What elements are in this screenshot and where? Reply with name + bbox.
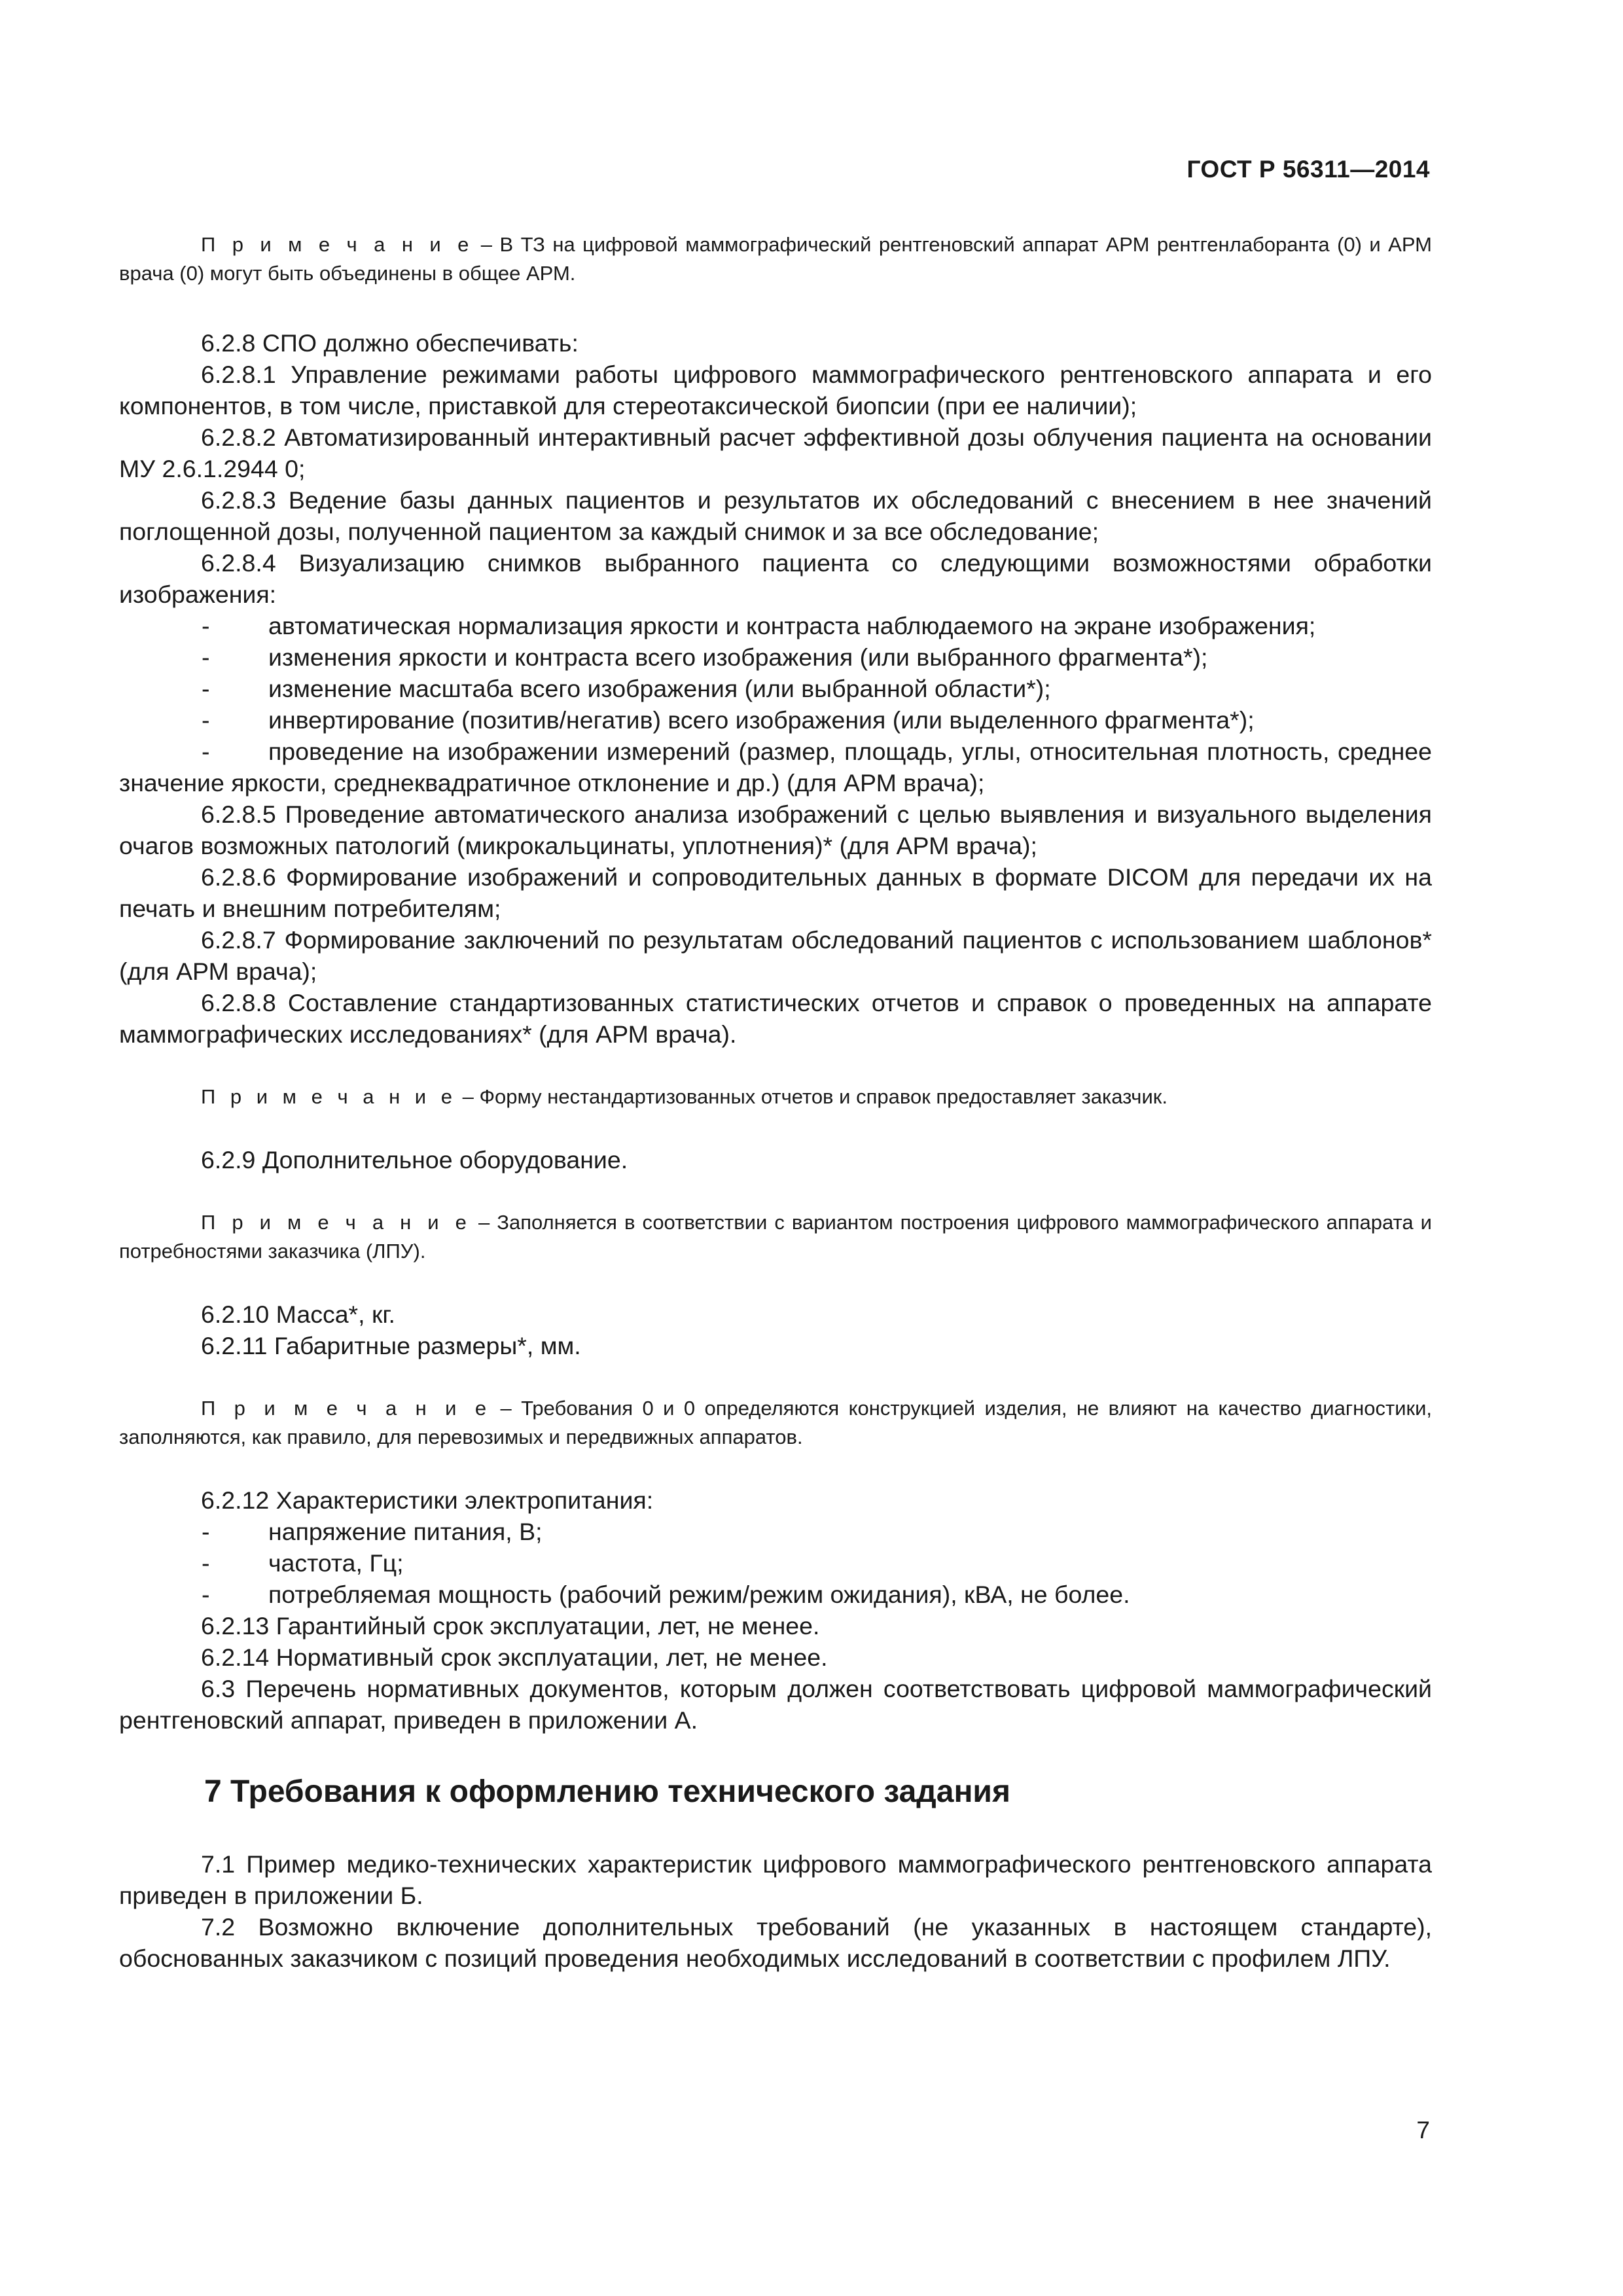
para-7-2: 7.2 Возможно включение дополнительных требований (не указанных в настоящем стандарте), обоснованных заказчиком с позиций проведения необходимых исследований в соответствии с профилем ЛПУ. [119, 1913, 1432, 1972]
para-6-3: 6.3 Перечень нормативных документов, которым должен соответствовать цифровой маммографический рентгеновский аппарат, приведен в приложении А. [119, 1675, 1432, 1734]
para-6-2-14: 6.2.14 Нормативный срок эксплуатации, лет, не менее. [201, 1643, 828, 1671]
para-6-2-8-1: 6.2.8.1 Управление режимами работы цифрового маммографического рентгеновского аппарата и его компонентов, в том числе, приставкой для стереотаксической биопсии (при ее наличии); [119, 361, 1432, 420]
list-item: - проведение на изображении измерений (размер, площадь, углы, относительная плотность, среднее значение яркости, среднеквадратичное отклонение и др.) (для АРМ врача); [119, 736, 1432, 798]
dash-bullet: - [202, 738, 210, 765]
dash-bullet: - [202, 1549, 210, 1577]
note-label: П р и м е ч а н и е [201, 233, 474, 256]
note-label: П р и м е ч а н и е [201, 1085, 457, 1108]
para-6-2-12: 6.2.12 Характеристики электропитания: [201, 1486, 654, 1514]
note-text: – Требования 0 и 0 определяются конструкцией изделия, не влияют на качество диагностики, заполняются, как правило, для перевозимых и передвижных аппаратов. [119, 1397, 1432, 1448]
para-6-2-13: 6.2.13 Гарантийный срок эксплуатации, лет, не менее. [201, 1612, 820, 1640]
para-6-2-8-3: 6.2.8.3 Ведение базы данных пациентов и результатов их обследований с внесением в нее значений поглощенной дозы, полученной пациентом за каждый снимок и за все обследование; [119, 486, 1432, 545]
dash-bullet: - [202, 1581, 210, 1608]
page-content [119, 230, 1432, 1974]
list-item: - напряжение питания, В; [119, 1516, 1432, 1547]
para-6-2-11: 6.2.11 Габаритные размеры*, мм. [201, 1332, 581, 1359]
para-6-2-8-8: 6.2.8.8 Составление стандартизованных статистических отчетов и справок о проведенных на аппарате маммографических исследованиях* (для АРМ врача). [119, 989, 1432, 1048]
dash-bullet: - [202, 706, 210, 734]
list-item: - автоматическая нормализация яркости и контраста наблюдаемого на экране изображения; [119, 610, 1432, 641]
dash-bullet: - [202, 612, 210, 639]
para-7-1: 7.1 Пример медико-технических характеристик цифрового маммографического рентгеновского аппарата приведен в приложении Б. [119, 1850, 1432, 1909]
note-text: – Заполняется в соответствии с вариантом построения цифрового маммографического аппарата и потребностями заказчика (ЛПУ). [119, 1211, 1432, 1263]
note-label: П р и м е ч а н и е [201, 1211, 471, 1234]
dash-bullet: - [202, 643, 210, 671]
section-7-heading: 7 Требования к оформлению технического задания [204, 1774, 1010, 1809]
list-item: - изменения яркости и контраста всего изображения (или выбранного фрагмента*); [119, 641, 1432, 673]
para-6-2-8-2: 6.2.8.2 Автоматизированный интерактивный расчет эффективной дозы облучения пациента на основании МУ 2.6.1.2944 0; [119, 423, 1432, 482]
note-text: – Форму нестандартизованных отчетов и справок предоставляет заказчик. [456, 1085, 1168, 1108]
para-6-2-8-7: 6.2.8.7 Формирование заключений по результатам обследований пациентов с использованием шаблонов* (для АРМ врача); [119, 926, 1432, 985]
para-6-2-8-4: 6.2.8.4 Визуализацию снимков выбранного пациента со следующими возможностями обработки изображения: [119, 549, 1432, 608]
para-6-2-9: 6.2.9 Дополнительное оборудование. [201, 1146, 628, 1174]
note-3 [119, 1208, 1432, 1266]
para-6-2-10: 6.2.10 Масса*, кг. [201, 1300, 395, 1328]
para-6-2-8: 6.2.8 СПО должно обеспечивать: [201, 329, 579, 357]
document-id: ГОСТ Р 56311—2014 [1186, 156, 1430, 183]
list-item: - инвертирование (позитив/негатив) всего изображения (или выделенного фрагмента*); [119, 704, 1432, 736]
dash-bullet: - [202, 1518, 210, 1545]
list-item: - изменение масштаба всего изображения (или выбранной области*); [119, 673, 1432, 704]
note-2 [119, 1083, 1432, 1111]
list-item: - потребляемая мощность (рабочий режим/режим ожидания), кВА, не более. [119, 1579, 1432, 1610]
para-6-2-8-6: 6.2.8.6 Формирование изображений и сопроводительных данных в формате DICOM для передачи их на печать и внешним потребителям; [119, 863, 1432, 922]
note-text: – В ТЗ на цифровой маммографический рентгеновский аппарат АРМ рентгенлаборанта (0) и АРМ врача (0) могут быть объединены в общее АРМ. [119, 233, 1432, 285]
list-item: - частота, Гц; [119, 1547, 1432, 1579]
para-6-2-8-5: 6.2.8.5 Проведение автоматического анализа изображений с целью выявления и визуального выделения очагов возможных патологий (микрокальцинаты, уплотнения)* (для АРМ врача); [119, 800, 1432, 859]
dash-bullet: - [202, 675, 210, 702]
note-4 [119, 1394, 1432, 1452]
note-label: П р и м е ч а н и е [201, 1397, 491, 1420]
note-1 [119, 230, 1432, 288]
page-number: 7 [1416, 2117, 1430, 2144]
